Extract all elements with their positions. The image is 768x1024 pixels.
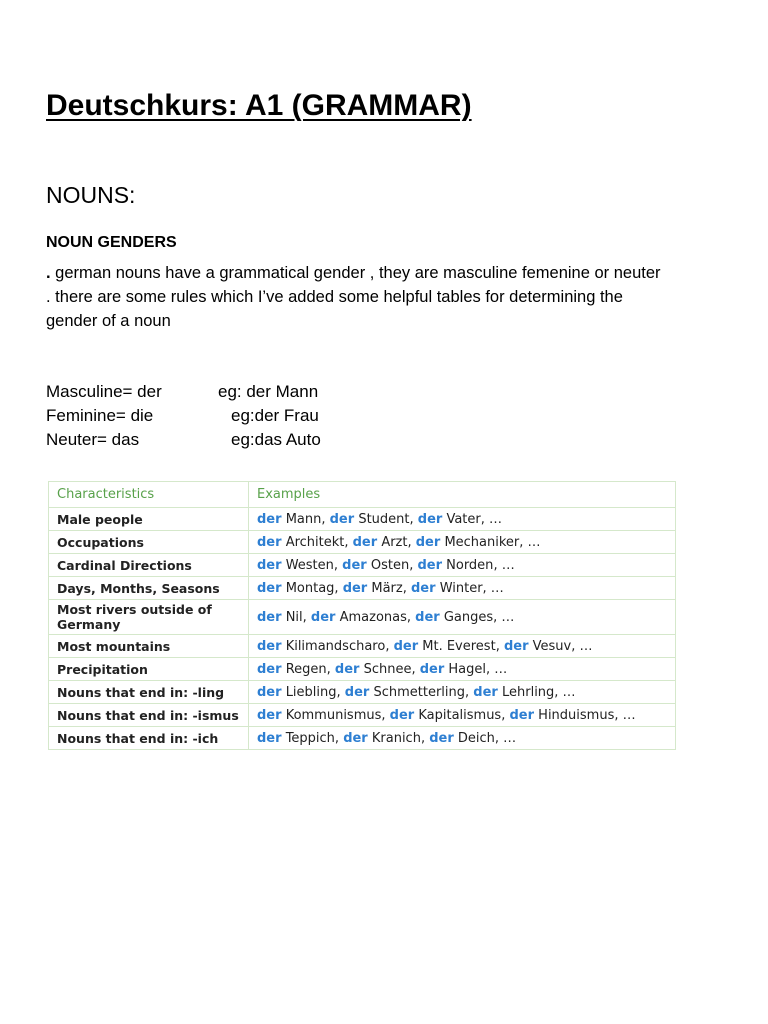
- examples-cell: [249, 704, 676, 727]
- example-noun: Teppich: [285, 730, 335, 746]
- table-header-row: [49, 482, 676, 508]
- example-noun: Vater: [446, 511, 481, 527]
- example-noun: Hinduismus: [538, 707, 615, 723]
- note-text: there are some rules which I’ve added some helpful tables for determining the gender of a noun: [46, 288, 623, 330]
- example-tail: , …: [486, 661, 508, 677]
- example-noun: Ganges: [443, 609, 494, 625]
- article: der: [257, 661, 282, 677]
- article: der: [411, 580, 436, 596]
- table-row: [49, 577, 676, 600]
- column-header-examples: Examples: [249, 482, 676, 508]
- separator: ,: [385, 638, 394, 654]
- example-noun: Nil: [285, 609, 303, 625]
- characteristic-cell: Cardinal Directions: [49, 554, 249, 577]
- example-noun: Winter: [439, 580, 483, 596]
- example-noun: Osten: [370, 557, 410, 573]
- separator: ,: [344, 534, 353, 550]
- table-row: [49, 704, 676, 727]
- characteristic-cell: Nouns that end in: -ismus: [49, 704, 249, 727]
- example-noun: Architekt: [285, 534, 345, 550]
- characteristic-cell: Days, Months, Seasons: [49, 577, 249, 600]
- separator: ,: [409, 511, 418, 527]
- gender-label: Neuter= das: [46, 430, 140, 449]
- article: der: [393, 638, 419, 654]
- article: der: [257, 684, 282, 700]
- example-noun: Hagel: [448, 661, 487, 677]
- separator: ,: [409, 557, 418, 573]
- example-noun: Liebling: [285, 684, 337, 700]
- characteristic-cell: Most rivers outside of Germany: [49, 600, 249, 635]
- separator: ,: [333, 557, 343, 573]
- article: der: [352, 534, 378, 550]
- example-noun: Westen: [285, 557, 334, 573]
- example-tail: , …: [571, 638, 593, 654]
- characteristic-cell: Nouns that end in: -ling: [49, 681, 249, 704]
- subheading: NOUN GENDERS: [46, 234, 177, 251]
- note-paragraph: [46, 261, 666, 285]
- examples-cell: [249, 681, 676, 704]
- article: der: [257, 534, 282, 550]
- gender-label: Masculine= der: [46, 382, 162, 401]
- gender-label: Feminine= die: [46, 406, 154, 425]
- article: der: [257, 580, 282, 596]
- example-noun: Kommunismus: [285, 707, 382, 723]
- table-row: [49, 554, 676, 577]
- column-header-characteristics: Characteristics: [49, 482, 249, 508]
- article: der: [473, 684, 498, 700]
- example-noun: Schmetterling: [373, 684, 466, 700]
- example-noun: Lehrling: [501, 684, 555, 700]
- example-noun: Kranich: [371, 730, 421, 746]
- separator: ,: [302, 609, 311, 625]
- table-row: [49, 681, 676, 704]
- note-text: german nouns have a grammatical gender , they are masculine femenine or neuter: [50, 264, 661, 282]
- example-noun: Mechaniker: [444, 534, 520, 550]
- example-noun: Vesuv: [532, 638, 572, 654]
- table-row: [49, 727, 676, 750]
- article: der: [334, 661, 360, 677]
- article: der: [342, 580, 368, 596]
- characteristic-cell: Most mountains: [49, 635, 249, 658]
- article: der: [257, 638, 282, 654]
- article: der: [342, 557, 367, 573]
- examples-cell: [249, 531, 676, 554]
- article: der: [343, 730, 368, 746]
- separator: ,: [336, 684, 345, 700]
- example-noun: März: [371, 580, 403, 596]
- table-body: [49, 508, 676, 750]
- section-heading: NOUNS:: [46, 182, 136, 208]
- note-bullet: .: [46, 264, 51, 282]
- examples-cell: [249, 554, 676, 577]
- example-noun: Arzt: [381, 534, 408, 550]
- separator: ,: [465, 684, 474, 700]
- table-row: [49, 531, 676, 554]
- examples-cell: [249, 600, 676, 635]
- separator: ,: [402, 580, 411, 596]
- example-noun: Student: [358, 511, 410, 527]
- document-title: Deutschkurs: A1 (GRAMMAR): [46, 89, 472, 122]
- article: der: [417, 511, 443, 527]
- example-noun: Norden: [446, 557, 494, 573]
- article: der: [417, 557, 442, 573]
- note-bullet: .: [46, 288, 51, 306]
- examples-cell: [249, 658, 676, 681]
- article: der: [344, 684, 370, 700]
- article: der: [415, 609, 440, 625]
- article: der: [257, 609, 282, 625]
- example-noun: Kapitalismus: [418, 707, 502, 723]
- examples-cell: [249, 727, 676, 750]
- separator: ,: [411, 661, 420, 677]
- article: der: [503, 638, 529, 654]
- examples-cell: [249, 508, 676, 531]
- separator: ,: [381, 707, 390, 723]
- example-tail: , …: [614, 707, 636, 723]
- article: der: [329, 511, 355, 527]
- example-noun: Kilimandscharo: [285, 638, 386, 654]
- separator: ,: [495, 638, 504, 654]
- example-tail: , …: [493, 609, 515, 625]
- separator: ,: [407, 534, 416, 550]
- gender-example: eg: der Mann: [218, 382, 319, 401]
- example-noun: Regen: [285, 661, 327, 677]
- example-noun: Amazonas: [339, 609, 407, 625]
- characteristic-cell: Precipitation: [49, 658, 249, 681]
- separator: ,: [420, 730, 430, 746]
- examples-cell: [249, 577, 676, 600]
- characteristic-cell: Nouns that end in: -ich: [49, 727, 249, 750]
- gender-example: eg:der Frau: [231, 406, 319, 425]
- table-row: [49, 635, 676, 658]
- article: der: [257, 557, 282, 573]
- example-tail: , …: [554, 684, 576, 700]
- article: der: [419, 661, 445, 677]
- example-tail: , …: [493, 557, 515, 573]
- characteristic-cell: Male people: [49, 508, 249, 531]
- example-tail: , …: [494, 730, 517, 746]
- separator: ,: [321, 511, 330, 527]
- article: der: [310, 609, 336, 625]
- table-row: [49, 658, 676, 681]
- article: der: [257, 511, 282, 527]
- note-paragraph: [46, 285, 666, 333]
- article: der: [429, 730, 454, 746]
- table-row: [49, 508, 676, 531]
- article: der: [509, 707, 535, 723]
- separator: ,: [501, 707, 510, 723]
- article: der: [415, 534, 441, 550]
- table-row: [49, 600, 676, 635]
- article: der: [257, 707, 282, 723]
- example-noun: Mann: [285, 511, 322, 527]
- characteristic-cell: Occupations: [49, 531, 249, 554]
- examples-cell: [249, 635, 676, 658]
- example-noun: Deich: [457, 730, 495, 746]
- example-tail: , …: [519, 534, 541, 550]
- article: der: [257, 730, 282, 746]
- gender-rules-table: [48, 481, 676, 750]
- notes: [46, 261, 666, 333]
- example-noun: Mt. Everest: [422, 638, 496, 654]
- example-noun: Montag: [285, 580, 335, 596]
- separator: ,: [326, 661, 335, 677]
- example-tail: , …: [480, 511, 503, 527]
- separator: ,: [334, 730, 344, 746]
- gender-example: eg:das Auto: [231, 430, 321, 449]
- example-tail: , …: [482, 580, 504, 596]
- article: der: [389, 707, 415, 723]
- separator: ,: [406, 609, 416, 625]
- separator: ,: [334, 580, 343, 596]
- example-noun: Schnee: [363, 661, 412, 677]
